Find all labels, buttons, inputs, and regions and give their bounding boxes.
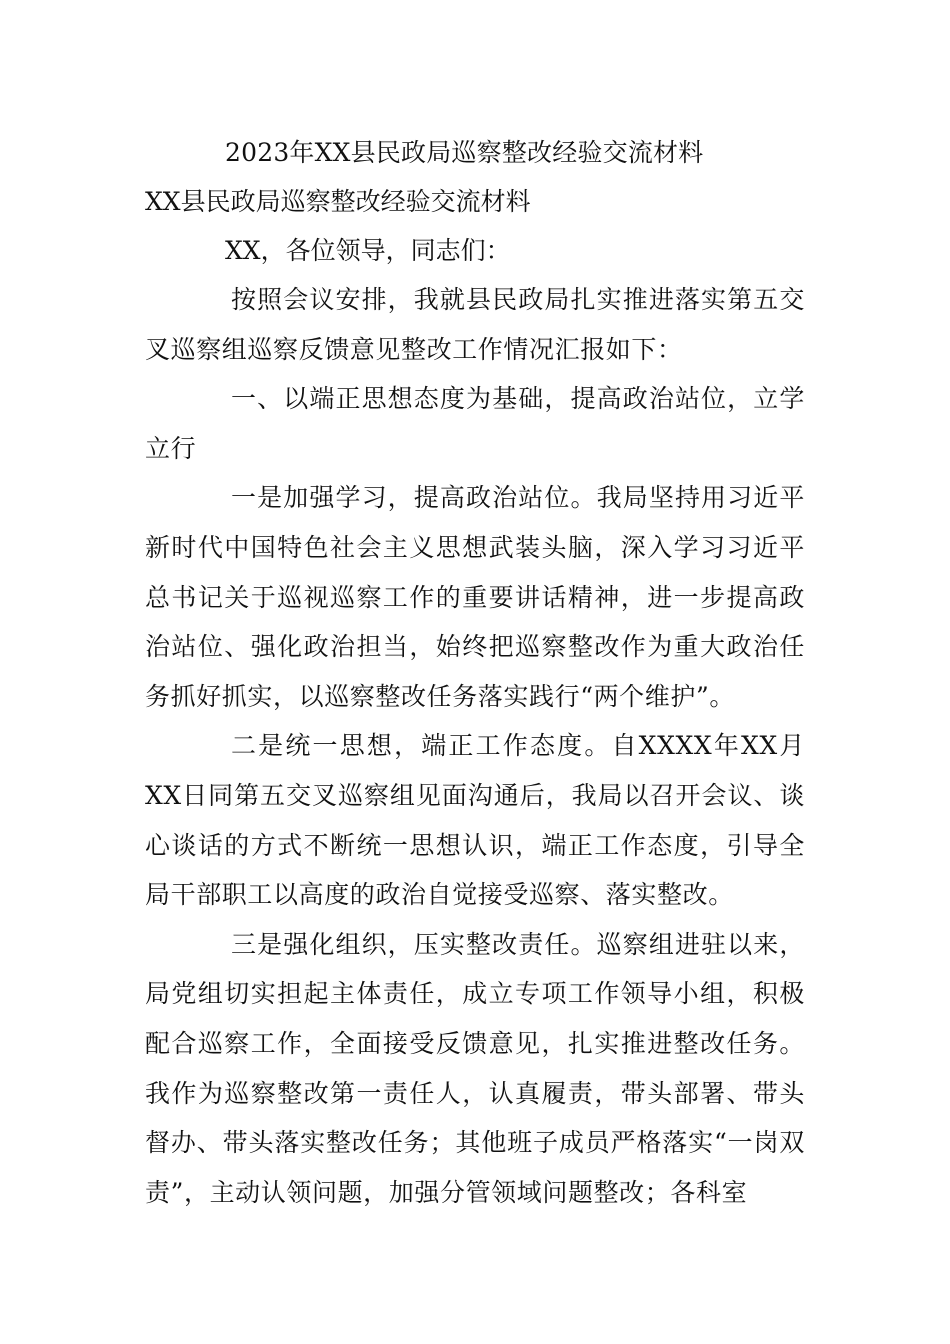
document-title: 2023年XX县民政局巡察整改经验交流材料: [225, 138, 704, 167]
paragraph-unify-thinking: 二是统一思想，端正工作态度。自XXXX年XX月XX日同第五交叉巡察组见面沟通后，我局以召开会议、谈心谈话的方式不断统一思想认识，端正工作态度，引导全局干部职工以高度的政治自觉接受巡察、落实整改。: [145, 731, 805, 910]
paragraph-intro: 按照会议安排，我就县民政局扎实推进落实第五交叉巡察组巡察反馈意见整改工作情况汇报如下：: [145, 285, 805, 364]
paragraph-organization: 三是强化组织，压实整改责任。巡察组进驻以来，局党组切实担起主体责任，成立专项工作领导小组，积极配合巡察工作，全面接受反馈意见，扎实推进整改任务。我作为巡察整改第一责任人，认真履责，带头部署、带头督办、带头落实整改任务；其他班子成员严格落实“一岗双责”，主动认领问题，加强分管领域问题整改；各科室: [145, 929, 805, 1207]
document-subtitle: XX县民政局巡察整改经验交流材料: [145, 187, 531, 216]
document-body: [145, 128, 805, 1217]
salutation: XX，各位领导，同志们：: [225, 236, 511, 265]
section-heading-one: 一、以端正思想态度为基础，提高政治站位，立学立行: [145, 384, 805, 463]
paragraph-study: 一是加强学习，提高政治站位。我局坚持用习近平新时代中国特色社会主义思想武装头脑，深入学习习近平总书记关于巡视巡察工作的重要讲话精神，进一步提高政治站位、强化政治担当，始终把巡察整改作为重大政治任务抓好抓实，以巡察整改任务落实践行“两个维护”。: [145, 483, 805, 711]
